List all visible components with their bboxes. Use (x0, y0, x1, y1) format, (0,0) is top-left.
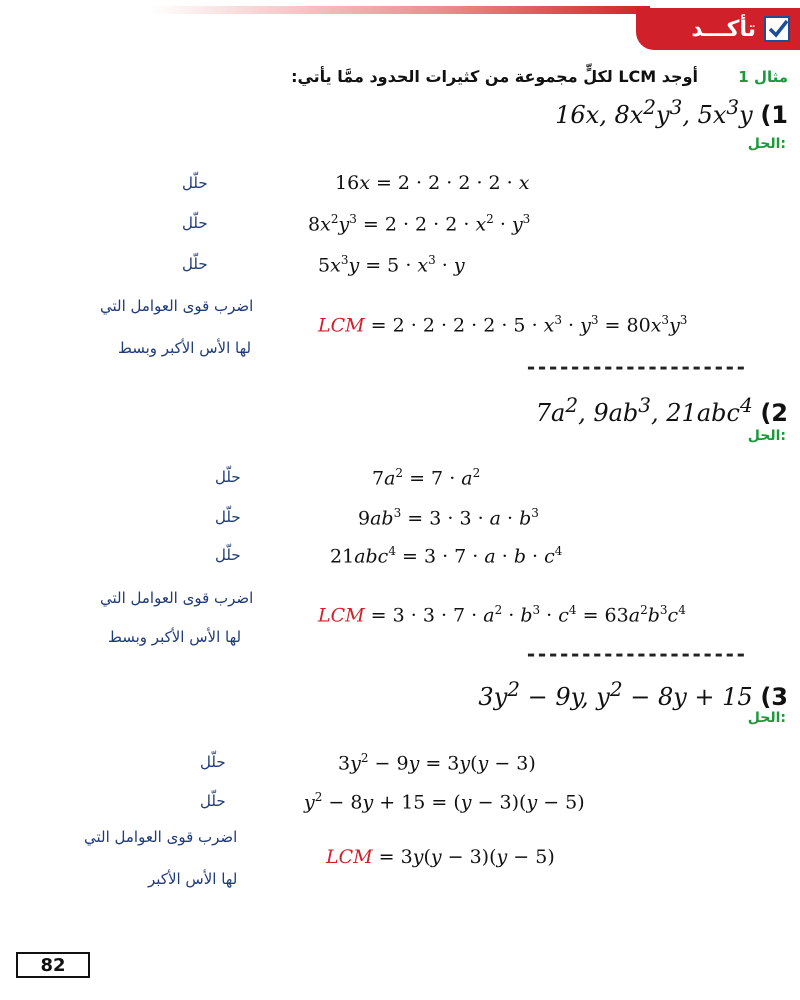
step-note: حلّل (182, 174, 208, 192)
page-number: 82 (40, 954, 66, 976)
step-equation: 16x = 2 · 2 · 2 · 2 · x (335, 172, 530, 194)
step-equation: $7a^2 = 7 \cdot a^2$ (372, 466, 481, 490)
problem-2-header (536, 393, 788, 427)
header-gradient-line (150, 6, 650, 14)
solution-label-1: الحل: (747, 136, 786, 152)
step-note: حلّل (215, 508, 241, 526)
problem-3-number: (3 (760, 683, 788, 711)
lcm-label: LCM (318, 604, 365, 627)
problem-2-expression: $7a^2$, $9ab^3$, 21abc$^4$ (535, 393, 753, 427)
step-equation: $8x^2y^3 = 2 \cdot 2 \cdot 2 \cdot x^2 \cdot y^3$ (308, 212, 531, 236)
step-note: حلّل (182, 255, 208, 273)
lcm-label: LCM (318, 314, 365, 337)
problem-1-header (555, 95, 788, 129)
lcm-note: لها الأس الأكبر وبسط (118, 339, 252, 357)
step-equation: $3y^2 - 9y = 3y(y - 3)$ (338, 751, 536, 775)
separator: -------------------- (525, 642, 746, 666)
lcm-note: لها الأس الأكبر (148, 870, 238, 888)
lcm-equation: LCM = 3y(y − 3)(y − 5) (326, 846, 555, 868)
page-number-box (16, 952, 90, 978)
lcm-note: اضرب قوى العوامل التي (100, 297, 254, 315)
step-note: حلّل (215, 546, 241, 564)
header-title: تأكـــد (691, 16, 756, 42)
header-banner (636, 8, 800, 50)
step-note: حلّل (215, 468, 241, 486)
example-label: مثال 1 (738, 68, 788, 86)
problem-3-header (478, 677, 788, 711)
lcm-note: لها الأس الأكبر وبسط (108, 628, 242, 646)
lcm-note: اضرب قوى العوامل التي (84, 828, 238, 846)
lcm-note: اضرب قوى العوامل التي (100, 589, 254, 607)
problem-2-number: (2 (760, 399, 788, 427)
lcm-label: LCM (326, 846, 373, 868)
lcm-equation: LCM = $3 \cdot 3 \cdot 7 \cdot a^2 \cdot b^3 \cdot c^4 = 63a^2b^3c^4$ (318, 603, 686, 627)
step-equation: $9ab^3 = 3 \cdot 3 \cdot a \cdot b^3$ (358, 506, 539, 530)
solution-label-2: الحل: (747, 428, 786, 444)
problem-3-expression: $3y^2 - 9y$, $y^2 - 8y + 15$ (478, 677, 753, 711)
example-instruction: أوجد LCM لكلٍّ مجموعة من كثيرات الحدود ممَّا يأتي: (291, 67, 698, 86)
step-equation: $5x^3y = 5 \cdot x^3 \cdot y$ (318, 253, 465, 277)
step-note: حلّل (200, 792, 226, 810)
separator: -------------------- (525, 355, 746, 379)
step-note: حلّل (182, 214, 208, 232)
checkbox-icon (764, 16, 790, 42)
lcm-equation: LCM = $2 \cdot 2 \cdot 2 \cdot 2 \cdot 5 \cdot x^3 \cdot y^3 = 80x^3y^3$ (318, 313, 688, 337)
step-equation: $y^2 - 8y + 15 = (y - 3)(y - 5)$ (304, 790, 585, 814)
solution-label-3: الحل: (747, 710, 786, 726)
problem-1-expression: 16x, $8x^2y^3$, $5x^3y$ (555, 95, 753, 129)
step-equation: $21abc^4 = 3 \cdot 7 \cdot a \cdot b \cdot c^4$ (330, 544, 563, 568)
problem-1-number: (1 (760, 101, 788, 129)
step-note: حلّل (200, 753, 226, 771)
